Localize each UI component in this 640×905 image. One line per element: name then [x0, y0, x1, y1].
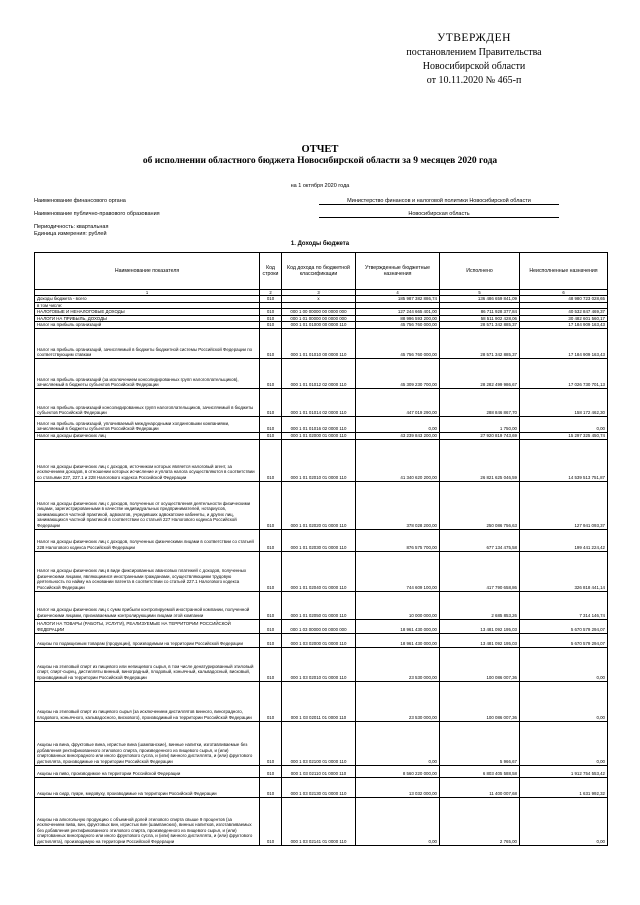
table-row: [35, 681, 608, 721]
row-approved: 447 019 290,00: [356, 388, 440, 416]
row-kbk: 000 1 03 02141 01 0000 110: [282, 797, 356, 845]
row-executed: 2 685 853,26: [440, 591, 520, 619]
period-label: Периодичность: квартальная: [34, 224, 109, 230]
row-unexecuted: 48 980 723 028,65: [520, 296, 608, 303]
row-code: 010: [260, 797, 282, 845]
row-executed: 13 481 092 195,03: [440, 633, 520, 647]
column-number: 1: [35, 290, 260, 296]
row-name: Налог на прибыль организаций: [35, 322, 260, 329]
header-code: Код строки: [260, 253, 282, 290]
row-kbk: 000 1 03 02010 01 0000 110: [282, 647, 356, 681]
row-approved: 10 000 000,00: [356, 591, 440, 619]
row-name: НАЛОГИ НА ПРИБЫЛЬ, ДОХОДЫ: [35, 315, 260, 322]
row-executed: 28 571 342 885,37: [440, 322, 520, 329]
row-kbk: 000 1 03 02110 01 0000 110: [282, 765, 356, 777]
row-unexecuted: 158 172 462,30: [520, 388, 608, 416]
row-code: 010: [260, 681, 282, 721]
row-code: 010: [260, 481, 282, 529]
row-approved: 18 961 430 000,00: [356, 633, 440, 647]
row-kbk: 000 1 01 02040 01 0000 110: [282, 551, 356, 591]
row-executed: 28 571 342 885,37: [440, 328, 520, 358]
table-row: [35, 619, 608, 633]
row-unexecuted: 30 482 601 560,17: [520, 315, 608, 322]
row-unexecuted: 5 670 579 294,07: [520, 619, 608, 633]
table-row: [35, 309, 608, 316]
row-executed: 417 790 658,86: [440, 551, 520, 591]
row-unexecuted: 0,00: [520, 721, 608, 765]
row-kbk: 000 1 01 02010 01 0000 110: [282, 439, 356, 481]
row-kbk: 000 1 01 02000 01 0000 110: [282, 432, 356, 439]
row-approved: 23 530 000,00: [356, 681, 440, 721]
table-row: [35, 296, 608, 303]
row-kbk: 000 1 03 02000 01 0000 110: [282, 633, 356, 647]
row-kbk: 000 1 01 02050 01 0000 110: [282, 591, 356, 619]
row-code: 010: [260, 439, 282, 481]
row-approved: 88 996 593 200,00: [356, 315, 440, 322]
row-kbk: 000 1 01 01014 02 0000 110: [282, 388, 356, 416]
row-kbk: 000 1 01 01012 02 0000 110: [282, 358, 356, 388]
column-number: 3: [282, 290, 356, 296]
row-unexecuted: [520, 302, 608, 309]
row-executed: 250 086 756,63: [440, 481, 520, 529]
row-kbk: x: [282, 296, 356, 303]
row-unexecuted: 5 670 579 294,07: [520, 633, 608, 647]
unit-label: Единица измерения: рублей: [34, 231, 107, 237]
row-unexecuted: 1 912 754 553,42: [520, 765, 608, 777]
row-name: Акцизы на этиловый спирт из пищевого или непищевого сырья, в том числе денатурированный этиловый спирт, спирт-сырец, дистилляты винный, виноградный, плодовый, коньячный, кальвадосный, висковый, производимый на территории Российской Федерации: [35, 647, 260, 681]
row-name: Акцизы на вина, фруктовые вина, игристые вина (шампанские), винные напитки, изготавливаемые без добавления ректификованного этилового спирта, произведенного из пищевого сырья, и (или) спиртованных виноградного или иного фруктового сусла, и (или) винного дистиллята, и (или) фруктового дистиллята, производимые на территории Российской Федерации: [35, 721, 260, 765]
row-code: 010: [260, 633, 282, 647]
row-executed: 1 750,00: [440, 416, 520, 432]
row-approved: 0,00: [356, 721, 440, 765]
row-unexecuted: 17 184 909 163,43: [520, 322, 608, 329]
row-executed: 677 134 475,58: [440, 529, 520, 551]
row-unexecuted: 17 184 909 163,43: [520, 328, 608, 358]
row-name: Налог на прибыль организаций, уплачиваемый международными холдинговыми компаниями, зачисляемый в бюджеты субъектов Российской Федерации: [35, 416, 260, 432]
approval-line-1: постановлением Правительства: [406, 47, 542, 58]
row-executed: [440, 302, 520, 309]
row-code: 010: [260, 529, 282, 551]
report-heading: [0, 144, 640, 166]
row-kbk: 000 1 03 00000 00 0000 000: [282, 619, 356, 633]
header-kbk: Код дохода по бюджетной классификации: [282, 253, 356, 290]
row-code: 010: [260, 777, 282, 797]
finorg-value: Министерство финансов и налоговой политики Новосибирской области: [319, 198, 559, 205]
table-row: [35, 633, 608, 647]
row-approved: 0,00: [356, 416, 440, 432]
row-name: НАЛОГОВЫЕ И НЕНАЛОГОВЫЕ ДОХОДЫ: [35, 309, 260, 316]
entity-label: Наименование публично-правового образования: [34, 211, 160, 217]
row-code: 010: [260, 328, 282, 358]
row-name: Налог на доходы физических лиц с доходов, источником которых является налоговый агент, за исключением доходов, в отношении которых исчисление и уплата налога осуществляются в соответствии со статьями 227, 227.1 и 228 Налогового кодекса Российской Федерации: [35, 439, 260, 481]
row-name: Налог на доходы физических лиц с доходов, полученных физическими лицами в соответствии со статьей 228 Налогового кодекса Российской Федерации: [35, 529, 260, 551]
row-name: НАЛОГИ НА ТОВАРЫ (РАБОТЫ, УСЛУГИ), РЕАЛИЗУЕМЫЕ НА ТЕРРИТОРИИ РОССИЙСКОЙ ФЕДЕРАЦИИ: [35, 619, 260, 633]
row-code: 010: [260, 591, 282, 619]
report-subtitle: об исполнении областного бюджета Новосибирской области за 9 месяцев 2020 года: [142, 156, 498, 166]
row-unexecuted: 0,00: [520, 681, 608, 721]
table-row: [35, 416, 608, 432]
header-approved: Утвержденные бюджетные назначения: [356, 253, 440, 290]
row-name: Доходы бюджета - всего: [35, 296, 260, 303]
row-name: Акцизы на пиво, производимое на территории Российской Федерации: [35, 765, 260, 777]
table-header-row: [35, 253, 608, 290]
row-unexecuted: 40 532 847 469,37: [520, 309, 608, 316]
table-row: [35, 797, 608, 845]
row-approved: 185 987 382 886,74: [356, 296, 440, 303]
table-row: [35, 647, 608, 681]
row-name: Налог на доходы физических лиц с сумм прибыли контролируемой иностранной компании, полученной физическими лицами, признаваемыми контролирующими лицами этой компании: [35, 591, 260, 619]
row-unexecuted: 326 818 441,14: [520, 551, 608, 591]
row-name: Налог на прибыль организаций (за исключением консолидированных групп налогоплательщиков), зачисляемый в бюджеты субъектов Российской Федерации: [35, 358, 260, 388]
row-approved: 378 028 200,00: [356, 481, 440, 529]
table-row: [35, 765, 608, 777]
table-row: [35, 432, 608, 439]
header-name: Наименование показателя: [35, 253, 260, 290]
row-name: в том числе:: [35, 302, 260, 309]
row-kbk: 000 1 03 02011 01 0000 110: [282, 681, 356, 721]
row-name: Акцизы на этиловый спирт из пищевого сырья (за исключением дистиллятов винного, виноградного, плодового, коньячного, кальвадосного, вискового), производимый на территории Российской Федерации: [35, 681, 260, 721]
row-executed: 5 966,67: [440, 721, 520, 765]
row-approved: 45 756 760 000,00: [356, 328, 440, 358]
table-row: [35, 328, 608, 358]
row-code: 010: [260, 416, 282, 432]
column-number: 2: [260, 290, 282, 296]
row-unexecuted: 127 941 093,37: [520, 481, 608, 529]
table-row: [35, 777, 608, 797]
finorg-label: Наименование финансового органа: [34, 198, 126, 204]
row-approved: 18 961 430 000,00: [356, 619, 440, 633]
row-code: 010: [260, 358, 282, 388]
row-executed: 2 765,00: [440, 797, 520, 845]
report-title: ОТЧЕТ: [301, 144, 339, 155]
table-row: [35, 591, 608, 619]
table-row: [35, 302, 608, 309]
report-date: на 1 октября 2020 года: [290, 183, 350, 189]
entity-value: Новосибирская область: [319, 211, 559, 218]
row-code: 010: [260, 721, 282, 765]
row-executed: 86 711 928 377,84: [440, 309, 520, 316]
row-unexecuted: 0,00: [520, 797, 608, 845]
row-name: Акцизы на сидр, пуаре, медовуху, производимые на территории Российской Федерации: [35, 777, 260, 797]
row-unexecuted: 0,00: [520, 416, 608, 432]
row-code: 010: [260, 309, 282, 316]
header-unexecuted: Неисполненные назначения: [520, 253, 608, 290]
row-code: 010: [260, 551, 282, 591]
row-code: 010: [260, 619, 282, 633]
row-unexecuted: 199 441 224,42: [520, 529, 608, 551]
row-name: Налог на доходы физических лиц с доходов, полученных от осуществления деятельности физическими лицами, зарегистрированными в качестве индивидуальных предпринимателей, нотариусов, занимающихся частной практикой, адвокатов, учредивших адвокатские кабинеты, и других лиц, занимающихся частной практикой в соответствии со статьей 227 Налогового кодекса Российской Федерации: [35, 481, 260, 529]
row-approved: [356, 302, 440, 309]
row-approved: 127 244 665 401,00: [356, 309, 440, 316]
column-number: 4: [356, 290, 440, 296]
row-unexecuted: 17 026 730 701,13: [520, 358, 608, 388]
row-name: Налог на доходы физических лиц: [35, 432, 260, 439]
column-number: 6: [520, 290, 608, 296]
table-row: [35, 315, 608, 322]
table-row: [35, 529, 608, 551]
header-executed: Исполнено: [440, 253, 520, 290]
row-name: Налог на прибыль организаций консолидированных групп налогоплательщиков, зачисляемый в бюджеты субъектов Российской Федерации: [35, 388, 260, 416]
row-approved: 45 756 760 000,00: [356, 322, 440, 329]
row-code: 010: [260, 315, 282, 322]
row-approved: 0,00: [356, 797, 440, 845]
row-approved: 876 575 700,00: [356, 529, 440, 551]
row-approved: 41 340 620 200,00: [356, 439, 440, 481]
row-executed: 11 400 007,68: [440, 777, 520, 797]
row-executed: 13 481 092 195,03: [440, 619, 520, 633]
row-code: 010: [260, 647, 282, 681]
row-approved: 43 239 843 200,00: [356, 432, 440, 439]
row-kbk: 000 1 01 01000 00 0000 110: [282, 322, 356, 329]
table-row: [35, 358, 608, 388]
row-unexecuted: 0,00: [520, 647, 608, 681]
row-approved: 744 609 100,00: [356, 551, 440, 591]
row-kbk: 000 1 01 01016 02 0000 110: [282, 416, 356, 432]
row-executed: 58 511 902 428,06: [440, 315, 520, 322]
row-code: 010: [260, 765, 282, 777]
row-kbk: 000 1 01 00000 00 0000 000: [282, 315, 356, 322]
row-approved: 45 309 230 700,00: [356, 358, 440, 388]
row-approved: 23 530 000,00: [356, 647, 440, 681]
row-name: Налог на прибыль организаций, зачисляемый в бюджеты бюджетной системы Российской Федерации по соответствующим ставкам: [35, 328, 260, 358]
row-approved: 13 032 000,00: [356, 777, 440, 797]
row-kbk: 000 1 00 00000 00 0000 000: [282, 309, 356, 316]
row-kbk: 000 1 01 01010 00 0000 110: [282, 328, 356, 358]
row-kbk: 000 1 03 02130 01 0000 110: [282, 777, 356, 797]
column-number: 5: [440, 290, 520, 296]
row-executed: 28 282 499 986,67: [440, 358, 520, 388]
row-executed: 6 803 405 588,58: [440, 765, 520, 777]
row-kbk: 000 1 01 02020 01 0000 110: [282, 481, 356, 529]
row-kbk: 000 1 01 02030 01 0000 110: [282, 529, 356, 551]
income-table: [34, 252, 608, 846]
table-row: [35, 439, 608, 481]
row-kbk: 000 1 03 02100 01 0000 110: [282, 721, 356, 765]
row-executed: 26 821 625 046,59: [440, 439, 520, 481]
row-executed: 100 086 007,36: [440, 681, 520, 721]
row-approved: 8 560 220 000,00: [356, 765, 440, 777]
approval-line-3: от 10.11.2020 № 465-п: [426, 75, 522, 86]
row-executed: 100 086 007,36: [440, 647, 520, 681]
row-code: 010: [260, 296, 282, 303]
row-code: 010: [260, 322, 282, 329]
row-unexecuted: 14 539 513 751,87: [520, 439, 608, 481]
row-executed: 27 920 819 743,69: [440, 432, 520, 439]
table-row: [35, 551, 608, 591]
row-unexecuted: 7 314 146,74: [520, 591, 608, 619]
approval-line-2: Новосибирской области: [422, 61, 526, 72]
row-unexecuted: 15 297 325 450,74: [520, 432, 608, 439]
table-row: [35, 481, 608, 529]
section-title: 1. Доходы бюджета: [290, 241, 350, 247]
table-row: [35, 322, 608, 329]
row-name: Налог на доходы физических лиц в виде фиксированных авансовых платежей с доходов, полученных физическими лицами, являющимися иностранными гражданами, осуществляющими трудовую деятельность по найму на основании патента в соответствии со статьей 227.1 Налогового кодекса Российской Федерации: [35, 551, 260, 591]
row-executed: 136 486 659 841,09: [440, 296, 520, 303]
approval-title: УТВЕРЖДЕН: [437, 32, 511, 44]
table-row: [35, 721, 608, 765]
approval-block: [364, 30, 584, 88]
row-code: [260, 302, 282, 309]
row-name: Акцизы по подакцизным товарам (продукции), производимым на территории Российской Федерации: [35, 633, 260, 647]
row-name: Акцизы на алкогольную продукцию с объемной долей этилового спирта свыше 9 процентов (за исключением пива, вин, фруктовых вин, игристых вин (шампанских), винных напитков, изготавливаемых без добавления ректификованного этилового спирта, произведенного из пищевого сырья, и (или) спиртованных виноградного или иного фруктового сусла, и (или) винного дистиллята, и (или) фруктового дистиллята), производимую на территории Российской Федерации: [35, 797, 260, 845]
row-code: 010: [260, 388, 282, 416]
row-code: 010: [260, 432, 282, 439]
row-kbk: [282, 302, 356, 309]
row-unexecuted: 1 631 992,32: [520, 777, 608, 797]
table-row: [35, 388, 608, 416]
row-executed: 288 846 867,70: [440, 388, 520, 416]
